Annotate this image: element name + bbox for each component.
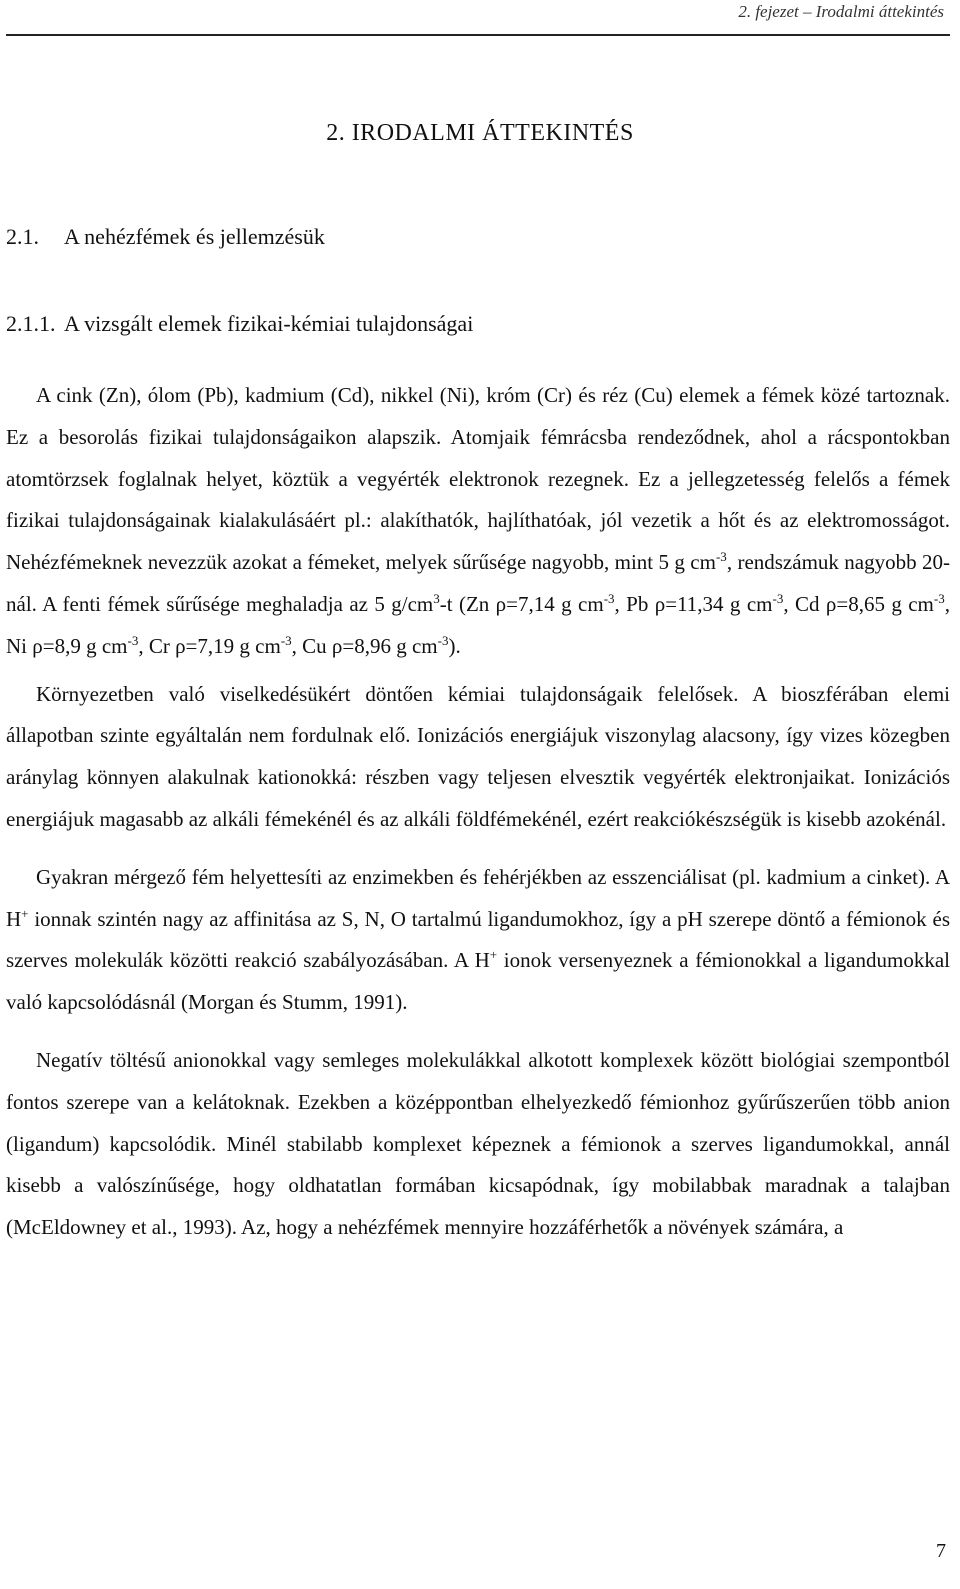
p3-text-c: ionok versenyeznek a fémionokkal a ligandumokkal való kapcsolódásnál (Morgan és Stumm, 1991). — [6, 948, 950, 1015]
p1-text-h: , Cu ρ=8,96 g cm — [291, 633, 438, 658]
p1-text-a: A cink (Zn), ólom (Pb), kadmium (Cd), nikkel (Ni), króm (Cr) és réz (Cu) elemek a fémek közé tartoznak. Ez a besorolás fizikai tulajdonságaikon alapszik. Atomjaik fémrácsba rendeződnek, ahol a rácspontokban atomtörzsek foglalnak helyet, köztük a vegyérték elektronok rezegnek. Ez a jellegzetesség felelős a fémek fizikai tulajdonságainak kialakulásáért pl.: alakíthatók, hajlíthatóak, jól vezetik a hőt és az elektromosságot. Nehézfémeknek nevezzük azokat a fémeket, melyek sűrűsége nagyobb, mint 5 g cm — [6, 383, 950, 575]
chapter-title: 2. IRODALMI ÁTTEKINTÉS — [326, 120, 634, 146]
p3-sup-b: + — [489, 947, 498, 963]
subsection-title: A vizsgált elemek fizikai-kémiai tulajdonságai — [64, 311, 474, 336]
p1-sup-f: -3 — [127, 632, 139, 648]
p1-text-c: -t (Zn ρ=7,14 g cm — [439, 591, 604, 616]
paragraph-4: Negatív töltésű anionokkal vagy semleges molekulákkal alkotott komplexek között biológiai szempontból fontos szerepe van a kelátoknak. Ezekben a középpontban elhelyezkedő fémionhoz gyűrűszerűen több anion (ligandum) kapcsolódik. Minél stabilabb komplexet képeznek a fémionok a szerves ligandumokkal, annál kisebb a valószínűsége, hogy oldhatatlan formában kicsapódnak, így mobilabbak maradnak a talajban (McEldowney et al., 1993). Az, hogy a nehézfémek mennyire hozzáférhetők a növények számára, a — [6, 1047, 950, 1240]
p1-text-f: , Ni ρ=8,9 g cm — [6, 591, 950, 658]
p1-sup-e: -3 — [933, 590, 945, 606]
p3-sup-a: + — [21, 905, 29, 921]
p1-text-e: , Cd ρ=8,65 g cm — [783, 591, 934, 616]
p1-sup-d: -3 — [772, 590, 784, 606]
p1-sup-a: -3 — [715, 549, 727, 565]
page-number: 7 — [936, 1540, 946, 1562]
paragraph-3 — [6, 857, 950, 1024]
p1-sup-b: 3 — [433, 590, 440, 606]
p1-text-d: , Pb ρ=11,34 g cm — [614, 591, 773, 616]
section-title: A nehézfémek és jellemzésük — [64, 224, 325, 249]
p1-text-b: , rendszámuk nagyobb 20-nál. A fenti fémek sűrűsége meghaladja az 5 g/cm — [6, 550, 950, 616]
header-rule — [6, 34, 950, 36]
p1-sup-h: -3 — [437, 632, 449, 648]
running-header: 2. fejezet – Irodalmi áttekintés — [738, 2, 944, 21]
p3-text-a: Gyakran mérgező fém helyettesíti az enzimekben és fehérjékben az esszenciálisat (pl. kadmium a cinket). A H — [6, 864, 950, 931]
p1-sup-c: -3 — [603, 590, 615, 606]
p1-text-g: , Cr ρ=7,19 g cm — [138, 633, 281, 658]
subsection-heading — [6, 311, 473, 337]
paragraph-2: Környezetben való viselkedésükért döntően kémiai tulajdonságaik felelősek. A bioszférában elemi állapotban szinte egyáltalán nem fordulnak elő. Ionizációs energiájuk viszonylag alacsony, így vizes közegben aránylag könnyen alakulnak kationokká: részben vagy teljesen elvesztik vegyérték elektronjaikat. Ionizációs energiájuk magasabb az alkáli fémekénél és az alkáli földfémekénél, ezért reakciókészségük is kisebb azokénál. — [6, 681, 950, 831]
subsection-number: 2.1.1. — [6, 311, 56, 336]
p1-sup-g: -3 — [280, 632, 292, 648]
section-number: 2.1. — [6, 224, 39, 249]
section-heading — [6, 224, 325, 250]
p1-text-i: ). — [448, 633, 461, 658]
paragraph-1 — [6, 375, 950, 668]
body-text — [6, 375, 950, 1249]
p3-text-b: ionnak szintén nagy az affinitása az S, N, O tartalmú ligandumokhoz, így a pH szerepe döntő a fémionok és szerves molekulák közötti reakció szabályozásában. A H — [6, 906, 950, 973]
